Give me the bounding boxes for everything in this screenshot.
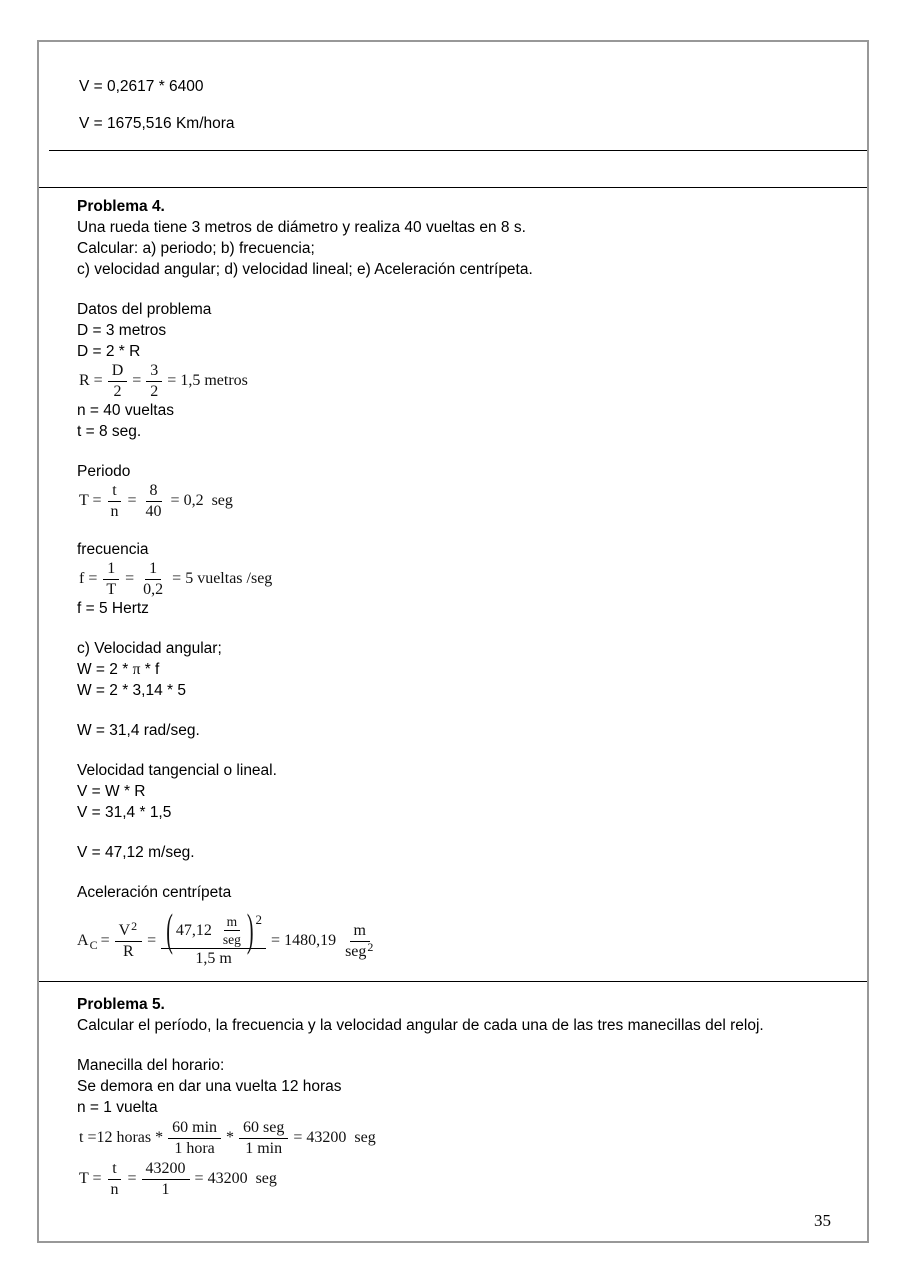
w-equation-line: W = 2 * 3,14 * 5	[77, 682, 186, 699]
formula-radio	[77, 362, 837, 400]
dato-line: D = 3 metros	[77, 322, 167, 339]
seg-squared	[345, 939, 374, 961]
problema4-title: Problema 4.	[77, 198, 165, 215]
seg-exponent: 2	[367, 939, 374, 954]
velocidad-angular-header: c) Velocidad angular;	[77, 640, 222, 657]
equals-sign: =	[127, 492, 137, 509]
formula-lhs: T =	[79, 1170, 102, 1187]
coefficient: 47,12	[175, 921, 216, 939]
fraction-numerator: D	[108, 362, 128, 382]
fraction-numerator: 8	[146, 482, 162, 502]
fraction-numerator: m	[224, 914, 241, 931]
blank-line	[77, 863, 837, 882]
fraction-denominator: seg	[222, 932, 241, 947]
n-line: n = 1 vuelta	[77, 1099, 158, 1116]
formula-tiempo	[77, 1118, 837, 1158]
periodo-header: Periodo	[77, 463, 131, 480]
formula-lhs	[77, 932, 99, 950]
fraction-numerator: t	[108, 1160, 120, 1180]
page-border-frame	[37, 40, 869, 1243]
v-result-line: V = 47,12 m/seg.	[77, 844, 195, 861]
formula-aceleracion-centripeta	[77, 905, 837, 971]
horizontal-rule	[49, 150, 867, 151]
problema4-intro-line: c) velocidad angular; d) velocidad lineal; e) Aceleración centrípeta.	[77, 261, 533, 278]
seg-base: seg	[345, 942, 367, 960]
formula-result: = 1,5 metros	[167, 372, 248, 389]
fraction	[146, 362, 162, 401]
fraction	[102, 560, 120, 599]
formula-lhs: f =	[79, 570, 98, 587]
top-section	[39, 42, 867, 134]
blank-line	[77, 701, 837, 720]
equation-line-v2: V = 1675,516 Km/hora	[79, 115, 235, 132]
datos-header: Datos del problema	[77, 301, 212, 318]
aceleracion-header: Aceleración centrípeta	[77, 884, 232, 901]
fraction-denominator: 40	[145, 502, 162, 520]
equation-line-v1: V = 0,2617 * 6400	[79, 78, 204, 95]
formula-lhs: t =12 horas *	[79, 1129, 164, 1146]
fraction-denominator	[341, 939, 378, 961]
formula-result: = 43200 seg	[293, 1129, 376, 1146]
blank-line	[77, 619, 837, 638]
equals-sign: =	[132, 372, 142, 389]
equals-sign: =	[147, 932, 157, 949]
multiply-sign: *	[226, 1129, 235, 1146]
fraction-numerator: 1	[103, 560, 119, 580]
v-equation-line: V = 31,4 * 1,5	[77, 804, 172, 821]
blank-line	[77, 280, 837, 299]
fraction-denominator: 1,5 m	[195, 950, 232, 967]
fraction	[168, 1119, 221, 1158]
fraction-denominator: 2	[150, 382, 159, 400]
parenthesized-quantity	[165, 905, 263, 956]
frecuencia-header: frecuencia	[77, 541, 149, 558]
formula-result: = 5 vueltas /seg	[172, 570, 273, 587]
fraction	[142, 482, 166, 521]
fraction	[108, 362, 128, 401]
w-eq-pre: W = 2 *	[77, 661, 133, 678]
equals-sign: =	[125, 570, 135, 587]
fraction-numerator: t	[108, 482, 120, 502]
formula-periodo-horario	[77, 1158, 837, 1200]
problema4-intro-line: Calcular: a) periodo; b) frecuencia;	[77, 240, 315, 257]
fraction-numerator: 1	[145, 560, 161, 580]
fraction-denominator: R	[123, 942, 134, 960]
formula-lhs: T =	[79, 492, 102, 509]
fraction-denominator: 1 hora	[174, 1139, 215, 1157]
result-unit-fraction	[341, 922, 378, 961]
open-paren: (	[166, 905, 173, 956]
fraction-numerator	[161, 905, 266, 956]
equals-sign: =	[100, 932, 110, 949]
ac-base: A	[77, 932, 89, 949]
big-fraction	[161, 905, 266, 968]
v-equation-line: V = W * R	[77, 783, 146, 800]
formula-periodo	[77, 482, 837, 520]
blank-line	[77, 442, 837, 461]
blank-line	[77, 520, 837, 539]
fraction	[239, 1119, 288, 1158]
fraction	[107, 482, 123, 521]
problema5-section	[39, 981, 867, 1200]
w-eq-post: * f	[140, 661, 160, 678]
blank-line	[77, 1036, 837, 1055]
w-equation-line	[77, 659, 837, 680]
fraction-denominator: n	[110, 1180, 119, 1198]
fraction-denominator: n	[110, 502, 119, 520]
fraction	[139, 560, 167, 599]
paren-exponent: 2	[255, 912, 263, 927]
unit-fraction	[220, 914, 244, 947]
fraction-denominator: T	[106, 580, 117, 598]
hertz-line: f = 5 Hertz	[77, 600, 149, 617]
v-exponent: 2	[131, 918, 138, 933]
fraction-numerator: 60 seg	[239, 1119, 288, 1139]
fraction-numerator	[115, 918, 143, 942]
problema5-title: Problema 5.	[77, 996, 165, 1013]
fraction-denominator: 2	[113, 382, 122, 400]
fraction-denominator: 1 min	[245, 1139, 283, 1157]
blank-line	[77, 823, 837, 842]
fraction-numerator: 43200	[142, 1160, 190, 1180]
fraction-denominator: 0,2	[143, 580, 164, 598]
blank-line	[77, 741, 837, 760]
dato-line: t = 8 seg.	[77, 423, 142, 440]
fraction	[107, 1160, 123, 1199]
pi-symbol: π	[132, 661, 141, 678]
formula-result: = 43200 seg	[194, 1170, 277, 1187]
fraction-numerator: 60 min	[168, 1119, 221, 1139]
manecilla-header: Manecilla del horario:	[77, 1057, 225, 1074]
velocidad-tangencial-header: Velocidad tangencial o lineal.	[77, 762, 277, 779]
ac-subscript: C	[89, 937, 98, 952]
formula-frecuencia	[77, 560, 837, 598]
page-number: 35	[814, 1211, 831, 1230]
formula-lhs: R =	[79, 372, 103, 389]
fraction	[142, 1160, 190, 1199]
close-paren: )	[246, 905, 254, 956]
v-base: V	[118, 921, 131, 939]
equals-sign: =	[127, 1170, 137, 1187]
w-result-line: W = 31,4 rad/seg.	[77, 722, 200, 739]
problema4-intro-line: Una rueda tiene 3 metros de diámetro y realiza 40 vueltas en 8 s.	[77, 219, 526, 236]
dato-line: D = 2 * R	[77, 343, 141, 360]
fraction-numerator: m	[350, 922, 370, 942]
fraction	[115, 918, 143, 961]
dato-line: n = 40 vueltas	[77, 402, 174, 419]
problema5-intro: Calcular el período, la frecuencia y la velocidad angular de cada una de las tres manecillas del reloj.	[77, 1017, 764, 1034]
v-squared	[118, 918, 139, 940]
formula-result: = 1480,19	[271, 932, 337, 949]
fraction-numerator: 3	[146, 362, 162, 382]
formula-result: = 0,2 seg	[170, 492, 233, 509]
demora-line: Se demora en dar una vuelta 12 horas	[77, 1078, 342, 1095]
fraction-denominator: 1	[161, 1180, 170, 1198]
problema4-section	[39, 187, 867, 981]
